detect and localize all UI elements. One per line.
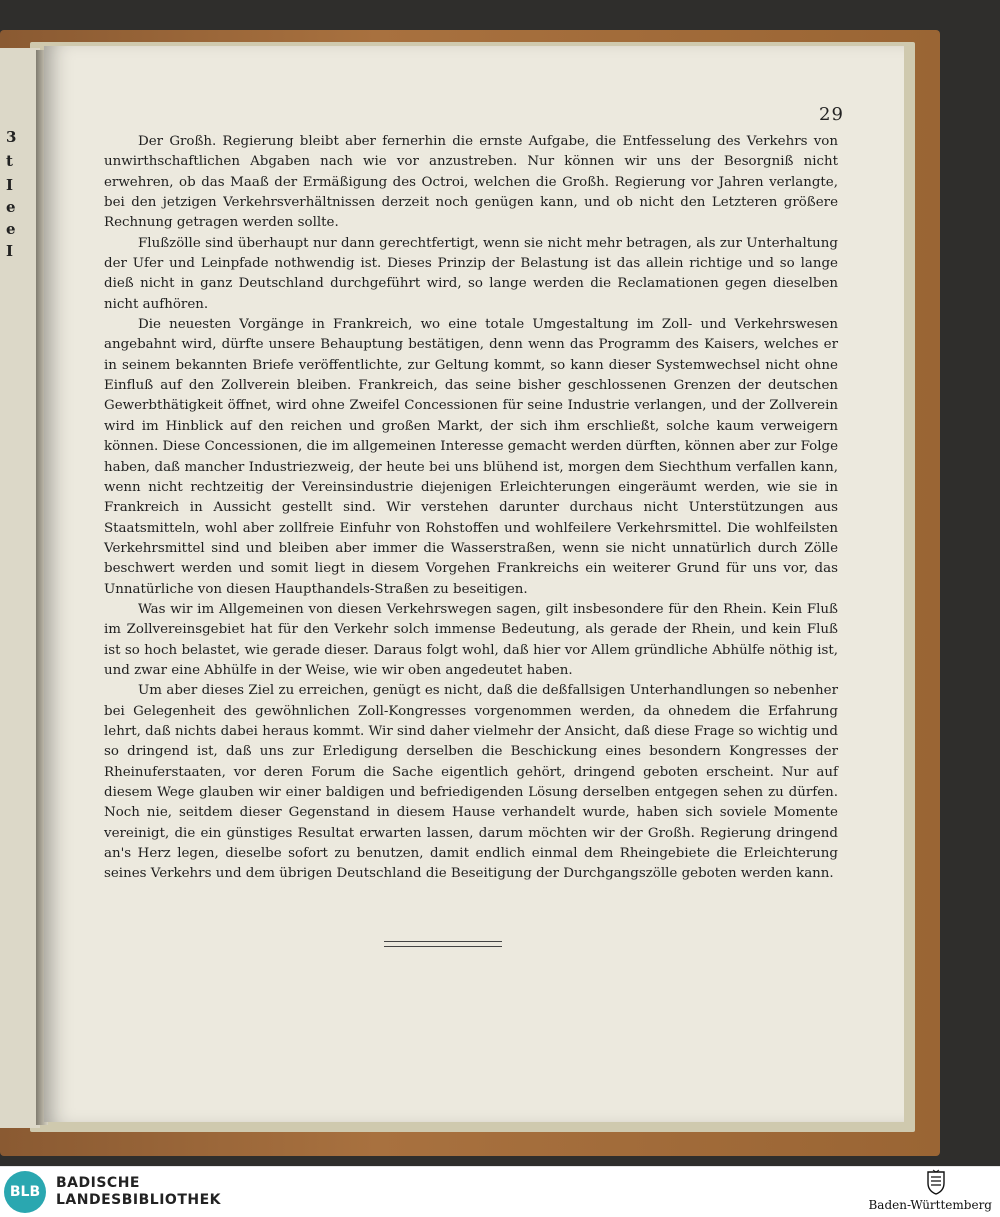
library-name-line2: LANDESBIBLIOTHEK: [56, 1192, 222, 1208]
page-number: 29: [819, 104, 844, 125]
paragraph: Um aber dieses Ziel zu erreichen, genügt es nicht, daß die deßfallsigen Unterhandlungen so nebenher bei Gelegenheit des gewöhnlichen Zoll-Kongresses vorgenommen werden, da ohnedem die Erfahrung lehrt, daß nichts dabei heraus kommt. Wir sind daher vielmehr der Ansicht, daß diese Frage so wichtig und so dringend ist, daß uns zur Erledigung derselben die Beschickung eines besondern Kongresses der Rheinuferstaaten, vor deren Forum die Sache eigentlich gehört, dringend geboten erscheint. Nur auf diesem Wege glauben wir einer baldigen und befriedigenden Lösung derselben entgegen sehen zu dürfen. Noch nie, seitdem dieser Gegenstand in diesem Hause verhandelt wurde, haben sich soviele Momente vereinigt, die ein günstiges Resultat erwarten lassen, darum möchten wir der Großh. Regierung dringend an's Herz legen, dieselbe sofort zu benutzen, damit endlich einmal dem Rheingebiete die Erleichterung seines Verkehrs und dem übrigen Deutschland die Beseitigung der Durchgangszölle geboten werden kann.: [104, 683, 838, 882]
left-page-fragment: e: [6, 220, 16, 238]
left-page-fragment: I: [6, 176, 14, 194]
state-name: Baden-Württemberg: [868, 1198, 992, 1212]
left-page-edge: [0, 48, 40, 1128]
body-text: [104, 132, 838, 885]
left-page-fragment: 3: [6, 128, 17, 146]
document-page: [44, 46, 904, 1122]
end-rule: [384, 941, 502, 947]
blb-logo-icon[interactable]: BLB: [4, 1171, 46, 1213]
paragraph: Flußzölle sind überhaupt nur dann gerechtfertigt, wenn sie nicht mehr betragen, als zur Unterhaltung der Ufer und Leinpfade nothwendig ist. Dieses Prinzip der Belastung ist das allein richtige und so lange dieß nicht in ganz Deutschland durchgeführt wird, so lange werden die Reclamationen gegen dieselben nicht aufhören.: [104, 235, 838, 312]
paragraph: Was wir im Allgemeinen von diesen Verkehrswegen sagen, gilt insbesondere für den Rhein. Kein Fluß im Zollvereinsgebiet hat für den Verkehr solch immense Bedeutung, als gerade der Rhein, und kein Fluß ist so hoch belastet, wie gerade dieser. Daraus folgt wohl, daß hier vor Allem gründliche Abhülfe nöthig ist, und zwar eine Abhülfe in der Weise, wie wir oben angedeutet haben.: [104, 601, 838, 678]
library-name[interactable]: [56, 1175, 221, 1209]
library-name-line1: BADISCHE: [56, 1175, 140, 1191]
coat-of-arms-icon: [925, 1169, 947, 1195]
footer-bar: [0, 1166, 1000, 1217]
paragraph: Der Großh. Regierung bleibt aber fernerhin die ernste Aufgabe, die Entfesselung des Verkehrs von unwirthschaftlichen Abgaben nach wie vor anzustreben. Nur können wir uns der Besorgniß nicht erwehren, ob das Maaß der Ermäßigung des Octroi, welchen die Großh. Regierung vor Jahren verlangte, bei den jetzigen Verkehrsverhältnissen derzeit noch genügen kann, und ob nicht den Letzteren größere Rechnung getragen werden sollte.: [104, 134, 838, 231]
left-page-fragment: I: [6, 242, 14, 260]
paragraph: Die neuesten Vorgänge in Frankreich, wo eine totale Umgestaltung im Zoll- und Verkehrswesen angebahnt wird, dürfte unsere Behauptung bestätigen, denn wenn das Programm des Kaisers, welches er in seinem bekannten Briefe veröffentlichte, zur Geltung kommt, so kann dieser Systemwechsel nicht ohne Einfluß auf den Zollverein bleiben. Frankreich, das seine bisher geschlossenen Grenzen der deutschen Gewerbthätigkeit öffnet, wird ohne Zweifel Concessionen für seine Industrie verlangen, und der Zollverein wird im Hinblick auf den reichen und großen Markt, der sich ihm erschließt, solche kaum verweigern können. Diese Concessionen, die im allgemeinen Interesse gemacht werden dürften, können aber zur Folge haben, daß mancher Industriezweig, der heute bei uns blühend ist, morgen dem Siechthum verfallen kann, wenn nicht rechtzeitig der Vereinsindustrie diejenigen Erleichterungen eingeräumt werden, wie sie in Frankreich in Aussicht gestellt sind. Wir verstehen darunter durchaus nicht Unterstützungen aus Staatsmitteln, wohl aber zollfreie Einfuhr von Rohstoffen und wohlfeilere Verkehrsmittel. Die wohlfeilsten Verkehrsmittel sind und bleiben aber immer die Wasserstraßen, wenn sie nicht unnatürlich durch Zölle beschwert werden und somit liegt in diesem Vorgehen Frankreichs ein weiterer Grund für uns vor, das Unnatürliche von diesen Haupthandels-Straßen zu beseitigen.: [104, 317, 838, 597]
left-page-fragment: e: [6, 198, 16, 216]
left-page-fragment: t: [6, 152, 13, 170]
